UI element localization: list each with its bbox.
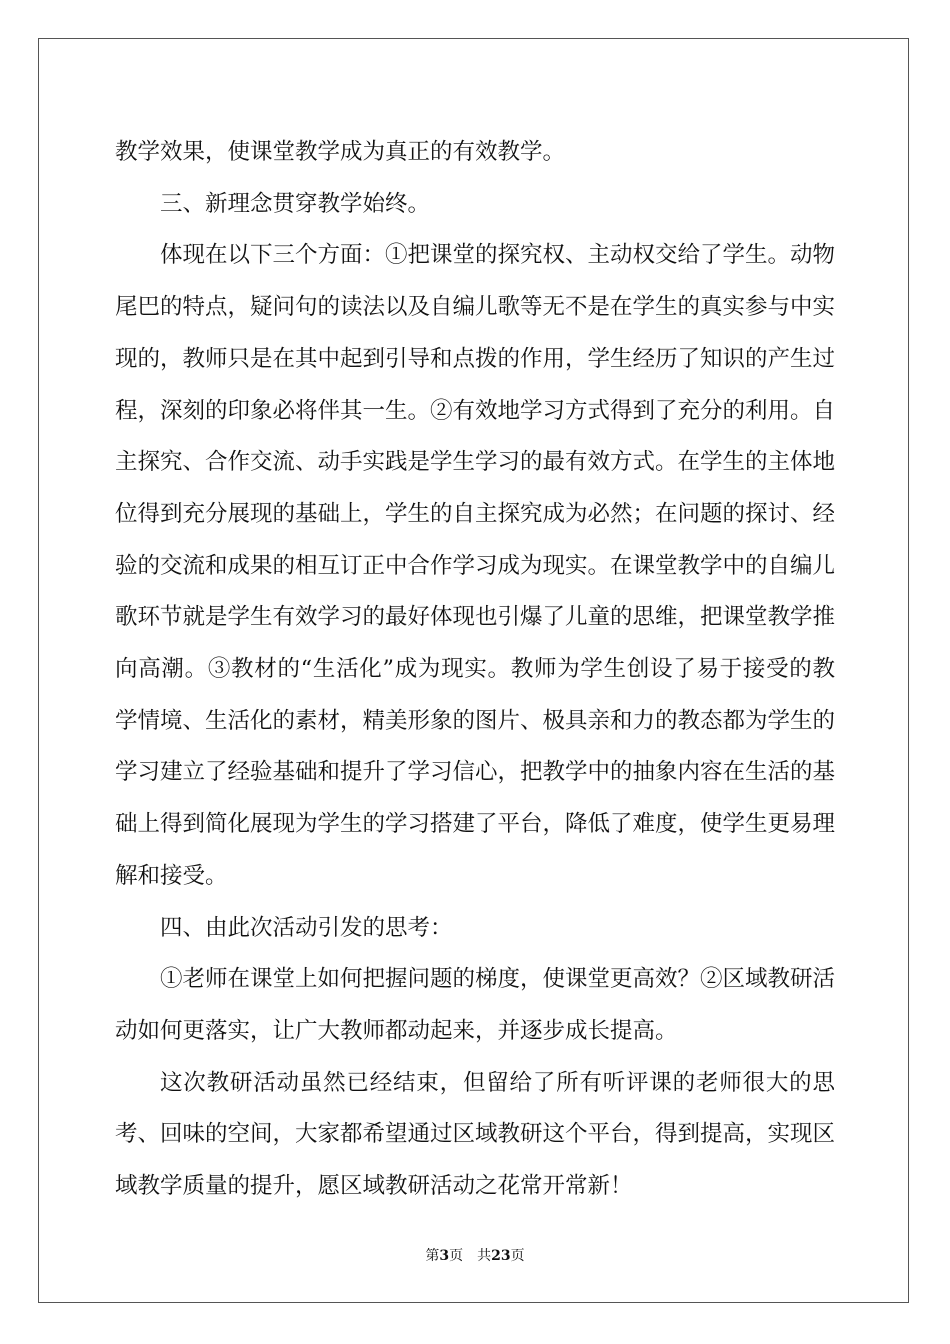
total-suffix: 页 [510,1248,525,1264]
paragraph-three-aspects: 体现在以下三个方面：①把课堂的探究权、主动权交给了学生。动物尾巴的特点，疑问句的读法以及自编儿歌等无不是在学生的真实参与中实现的，教师只是在其中起到引导和点拨的作用，学生经历了知识的产生过程，深刻的印象必将伴其一生。②有效地学习方式得到了充分的利用。自主探究、合作交流、动手实践是学生学习的最有效方式。在学生的主体地位得到充分展现的基础上，学生的自主探究成为必然；在问题的探讨、经验的交流和成果的相互订正中合作学习成为现实。在课堂教学中的自编儿歌环节就是学生有效学习的最好体现也引爆了儿童的思维，把课堂教学推向高潮。③教材的“生活化”成为现实。教师为学生创设了易于接受的教学情境、生活化的素材，精美形象的图片、极具亲和力的教态都为学生的学习建立了经验基础和提升了学习信心，把教学中的抽象内容在生活的基础上得到简化展现为学生的学习搭建了平台，降低了难度，使学生更易理解和接受。 [115,242,836,889]
total-prefix: 共 [477,1248,492,1264]
paragraph-conclusion: 这次教研活动虽然已经结束，但留给了所有听评课的老师很大的思考、回味的空间，大家都希望通过区域教研这个平台，得到提高，实现区域教学质量的提升，愿区域教研活动之花常开常新！ [115,1069,836,1200]
page-number: 3 [439,1248,450,1264]
page-prefix: 第 [425,1248,440,1264]
document-body [115,127,835,1213]
paragraph-reflection-questions: ①老师在课堂上如何把握问题的梯度，使课堂更高效？②区域教研活动如何更落实，让广大教师都动起来，并逐步成长提高。 [115,966,836,1044]
total-pages: 23 [491,1248,511,1264]
page-footer [0,1246,950,1266]
page-suffix: 页 [449,1248,464,1264]
paragraph-continuation: 教学效果，使课堂教学成为真正的有效教学。 [115,139,566,165]
section-heading-three: 三、新理念贯穿教学始终。 [160,190,431,217]
section-heading-four: 四、由此次活动引发的思考： [160,914,453,941]
